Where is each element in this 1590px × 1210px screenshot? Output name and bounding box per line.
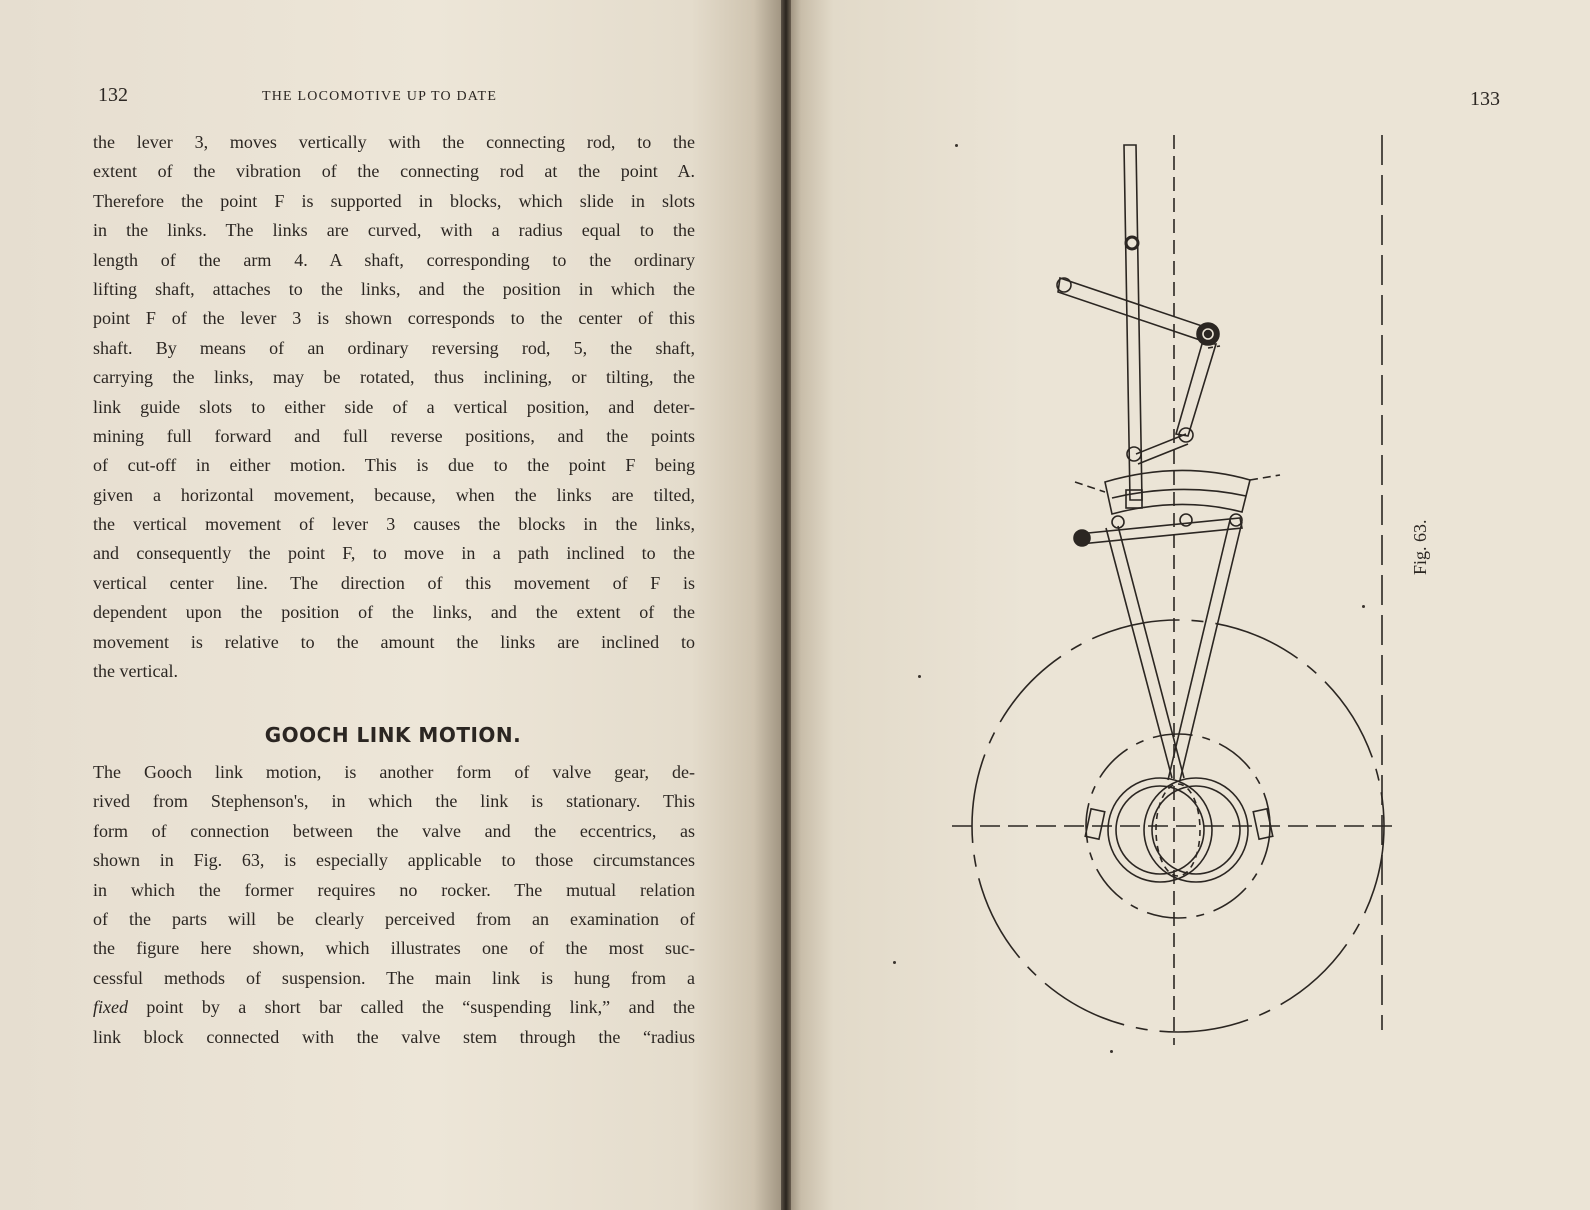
running-head: THE LOCOMOTIVE UP TO DATE xyxy=(262,89,498,104)
text-line: shown in Fig. 63, is especially applicable to those circumstances xyxy=(93,850,695,871)
pivot-pin-left xyxy=(1074,530,1090,546)
text-line: carrying the links, may be rotated, thus inclining, or tilting, the xyxy=(93,367,695,388)
book-gutter xyxy=(781,0,791,1210)
suspension-bar-b xyxy=(1138,444,1188,464)
paragraph-gooch-link-motion xyxy=(93,758,695,1052)
pin-b xyxy=(1180,514,1192,526)
text-line: in which the former requires no rocker. The mutual relation xyxy=(93,879,695,900)
text-line: link block connected with the valve stem through the “radius xyxy=(93,1026,695,1047)
text-line: link guide slots to either side of a vertical position, and deter- xyxy=(93,396,695,417)
text-line: cessful methods of suspension. The main link is hung from a xyxy=(93,967,695,988)
text-line: of the parts will be clearly perceived from an examination of xyxy=(93,908,695,929)
text-line: shaft. By means of an ordinary reversing rod, 5, the shaft, xyxy=(93,337,695,358)
text-line: the vertical. xyxy=(93,661,178,682)
figure-label: Fig. 63. xyxy=(1410,519,1430,575)
text-line: the lever 3, moves vertically with the connecting rod, to the xyxy=(93,132,695,152)
gooch-link-motion-diagram xyxy=(940,130,1410,1060)
paper-speck xyxy=(893,961,896,964)
text-line: the vertical movement of lever 3 causes the blocks in the links, xyxy=(93,514,695,535)
section-heading: GOOCH LINK MOTION. xyxy=(264,723,522,747)
eccentric-rod-1a xyxy=(1106,528,1172,778)
eccentric-rod-2a xyxy=(1168,520,1230,780)
link-extension-right xyxy=(1250,475,1280,480)
paragraph-lever-description xyxy=(93,128,695,686)
axle-hub xyxy=(1156,784,1200,876)
text-line: The Gooch link motion, is another form of valve gear, de- xyxy=(93,762,695,782)
text-line: extent of the vibration of the connecting rod at the point A. xyxy=(93,161,695,182)
eccentric-sheave-left xyxy=(1108,778,1212,882)
eccentric-strap-left xyxy=(1116,786,1204,874)
page-number-left: 132 xyxy=(98,84,128,106)
text-line: in the links. The links are curved, with a radius equal to the xyxy=(93,220,695,241)
paper-speck xyxy=(955,144,958,147)
text-line: mining full forward and full reverse positions, and the points xyxy=(93,425,695,446)
eccentric-rod-2b xyxy=(1180,522,1242,780)
text-line: Therefore the point F is supported in blocks, which slide in slots xyxy=(93,190,695,211)
paper-speck xyxy=(1110,1050,1113,1053)
text-line: rived from Stephenson's, in which the link is stationary. This xyxy=(93,791,695,812)
paper-speck xyxy=(1362,605,1365,608)
text-line-rest: point by a short bar called the “suspending link,” and the xyxy=(127,997,695,1018)
text-line: and consequently the point F, to move in a path inclined to the xyxy=(93,543,695,564)
reversing-bar xyxy=(1078,518,1242,544)
text-line: vertical center line. The direction of this movement of F is xyxy=(93,572,695,593)
lug-left xyxy=(1085,809,1105,839)
text-line xyxy=(93,993,695,1022)
lifting-shaft xyxy=(1197,323,1219,345)
eccentric-sheave-right xyxy=(1144,778,1248,882)
radius-rod-pin xyxy=(1126,237,1138,249)
text-line: length of the arm 4. A shaft, corresponding to the ordinary xyxy=(93,249,695,270)
suspending-link xyxy=(1176,344,1216,436)
text-line: given a horizontal movement, because, when the links are tilted, xyxy=(93,484,695,505)
link-extension-left xyxy=(1075,482,1105,492)
paper-speck xyxy=(918,675,921,678)
text-line: dependent upon the position of the links, and the extent of the xyxy=(93,602,695,623)
text-line: of cut-off in either motion. This is due to the point F being xyxy=(93,455,695,476)
text-line: the figure here shown, which illustrates one of the most suc- xyxy=(93,938,695,959)
text-line: point F of the lever 3 is shown corresponds to the center of this xyxy=(93,308,695,329)
italic-word: fixed xyxy=(93,997,128,1018)
left-page-header xyxy=(98,84,698,114)
text-line: form of connection between the valve and the eccentrics, as xyxy=(93,820,695,841)
page-number-right: 133 xyxy=(1470,88,1500,110)
text-line: lifting shaft, attaches to the links, and the position in which the xyxy=(93,278,695,299)
lifting-arm xyxy=(1058,278,1208,342)
dash-detail xyxy=(1208,346,1220,348)
eccentric-strap-right xyxy=(1152,786,1240,874)
text-line: movement is relative to the amount the links are inclined to xyxy=(93,631,695,652)
